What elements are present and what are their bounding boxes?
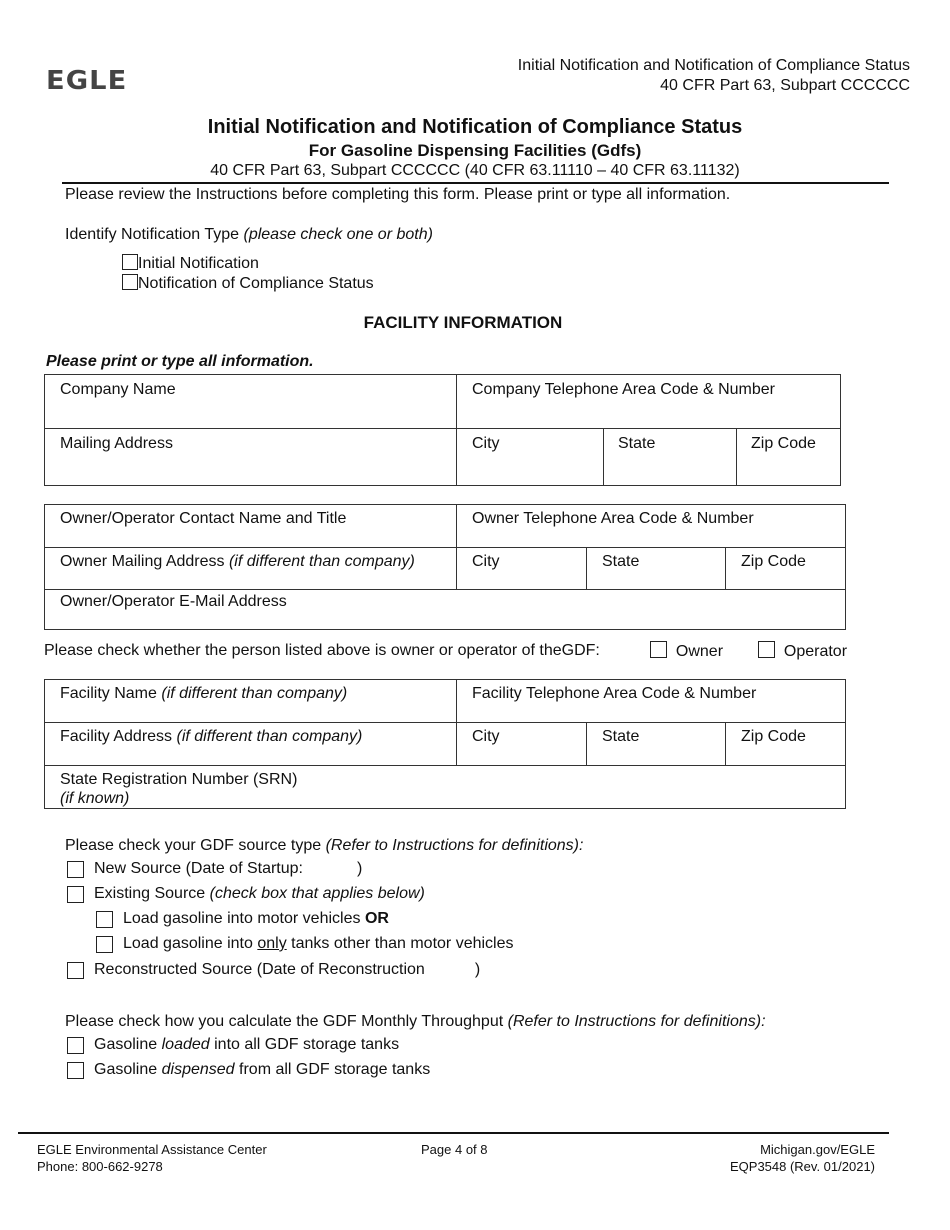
facility-state-field[interactable]: State <box>602 728 640 745</box>
owner-option[interactable]: Owner <box>650 641 723 662</box>
owner-state-field[interactable]: State <box>602 553 640 570</box>
title-divider <box>62 182 889 184</box>
facility-name-field[interactable]: Facility Name (if different than company) <box>60 685 348 702</box>
instructions-text: Please review the Instructions before completing this form. Please print or type all information. <box>65 186 731 203</box>
new-source-checkbox[interactable] <box>67 861 84 878</box>
notification-type-prompt: Identify Notification Type (please check one or both) <box>65 226 433 243</box>
owner-zip-field[interactable]: Zip Code <box>741 553 806 570</box>
operator-option[interactable]: Operator <box>758 641 847 662</box>
header-form-title: Initial Notification and Notification of Compliance Status <box>517 57 910 74</box>
load-motor-vehicles-checkbox[interactable] <box>96 911 113 928</box>
mailing-address-field[interactable]: Mailing Address <box>60 435 173 452</box>
existing-source-label: Existing Source (check box that applies below) <box>94 885 425 902</box>
existing-source-checkbox[interactable] <box>67 886 84 903</box>
owner-city-field[interactable]: City <box>472 553 500 570</box>
facility-info-heading: FACILITY INFORMATION <box>363 313 563 332</box>
owner-table-divider-2 <box>586 547 587 590</box>
new-source-option[interactable] <box>67 860 362 878</box>
footer-divider <box>18 1132 889 1134</box>
operator-checkbox[interactable] <box>758 641 775 658</box>
initial-notification-checkbox[interactable] <box>122 254 138 270</box>
facility-table-divider-3 <box>725 722 726 766</box>
owner-table-divider-3 <box>725 547 726 590</box>
owner-email-field[interactable]: Owner/Operator E-Mail Address <box>60 593 287 610</box>
company-name-field[interactable]: Company Name <box>60 381 176 398</box>
company-table-divider <box>456 374 457 486</box>
load-motor-vehicles-option[interactable] <box>96 910 389 928</box>
gasoline-loaded-label: Gasoline loaded into all GDF storage tanks <box>94 1036 400 1053</box>
facility-address-field[interactable]: Facility Address (if different than company) <box>60 728 363 745</box>
owner-contact-field[interactable]: Owner/Operator Contact Name and Title <box>60 510 347 527</box>
srn-field[interactable]: State Registration Number (SRN) (if known) <box>60 771 298 807</box>
throughput-prompt: Please check how you calculate the GDF Monthly Throughput (Refer to Instructions for definitions): <box>65 1013 766 1030</box>
owner-checkbox[interactable] <box>650 641 667 658</box>
page-number: Page 4 of 8 <box>421 1142 488 1157</box>
load-other-tanks-option[interactable] <box>96 935 514 953</box>
gasoline-dispensed-label: Gasoline dispensed from all GDF storage tanks <box>94 1061 431 1078</box>
company-table-divider-3 <box>736 428 737 486</box>
owner-phone-field[interactable]: Owner Telephone Area Code & Number <box>472 510 754 527</box>
owner-operator-prompt: Please check whether the person listed above is owner or operator of theGDF: <box>44 642 600 659</box>
load-other-tanks-label: Load gasoline into only tanks other than motor vehicles <box>123 935 514 952</box>
new-source-label: New Source (Date of Startup: ) <box>94 860 363 877</box>
reconstructed-source-option[interactable] <box>67 961 480 979</box>
print-note: Please print or type all information. <box>46 353 314 370</box>
owner-mailing-field[interactable]: Owner Mailing Address (if different than company) <box>60 553 415 570</box>
reconstructed-source-label: Reconstructed Source (Date of Reconstruction ) <box>94 961 481 978</box>
company-state-field[interactable]: State <box>618 435 656 452</box>
load-motor-vehicles-label: Load gasoline into motor vehicles OR <box>123 910 389 927</box>
gasoline-dispensed-checkbox[interactable] <box>67 1062 84 1079</box>
company-phone-field[interactable]: Company Telephone Area Code & Number <box>472 381 775 398</box>
company-table-divider-2 <box>603 428 604 486</box>
reconstructed-source-checkbox[interactable] <box>67 962 84 979</box>
gasoline-dispensed-option[interactable] <box>67 1061 430 1079</box>
page-title: Initial Notification and Notification of Compliance Status <box>207 116 743 138</box>
gasoline-loaded-checkbox[interactable] <box>67 1037 84 1054</box>
egle-logo: EGLE <box>46 66 128 96</box>
page-citation: 40 CFR Part 63, Subpart CCCCCC (40 CFR 63.11110 – 40 CFR 63.11132) <box>210 162 740 179</box>
company-zip-field[interactable]: Zip Code <box>751 435 816 452</box>
load-other-tanks-checkbox[interactable] <box>96 936 113 953</box>
existing-source-option[interactable] <box>67 885 425 903</box>
facility-city-field[interactable]: City <box>472 728 500 745</box>
header-citation: 40 CFR Part 63, Subpart CCCCCC <box>660 77 910 94</box>
initial-notification-option[interactable]: Initial Notification <box>122 254 259 274</box>
company-city-field[interactable]: City <box>472 435 500 452</box>
facility-phone-field[interactable]: Facility Telephone Area Code & Number <box>472 685 757 702</box>
compliance-status-option[interactable]: Notification of Compliance Status <box>122 274 374 294</box>
compliance-status-checkbox[interactable] <box>122 274 138 290</box>
facility-zip-field[interactable]: Zip Code <box>741 728 806 745</box>
company-table-row-divider <box>44 428 841 429</box>
source-type-prompt: Please check your GDF source type (Refer to Instructions for definitions): <box>65 837 584 854</box>
footer-left: EGLE Environmental Assistance Center Phone: 800-662-9278 <box>37 1142 267 1174</box>
gasoline-loaded-option[interactable] <box>67 1036 399 1054</box>
footer-right: Michigan.gov/EGLE EQP3548 (Rev. 01/2021) <box>729 1142 875 1174</box>
facility-table-divider-2 <box>586 722 587 766</box>
page-subtitle: For Gasoline Dispensing Facilities (Gdfs) <box>308 141 642 160</box>
header-right <box>518 56 910 96</box>
